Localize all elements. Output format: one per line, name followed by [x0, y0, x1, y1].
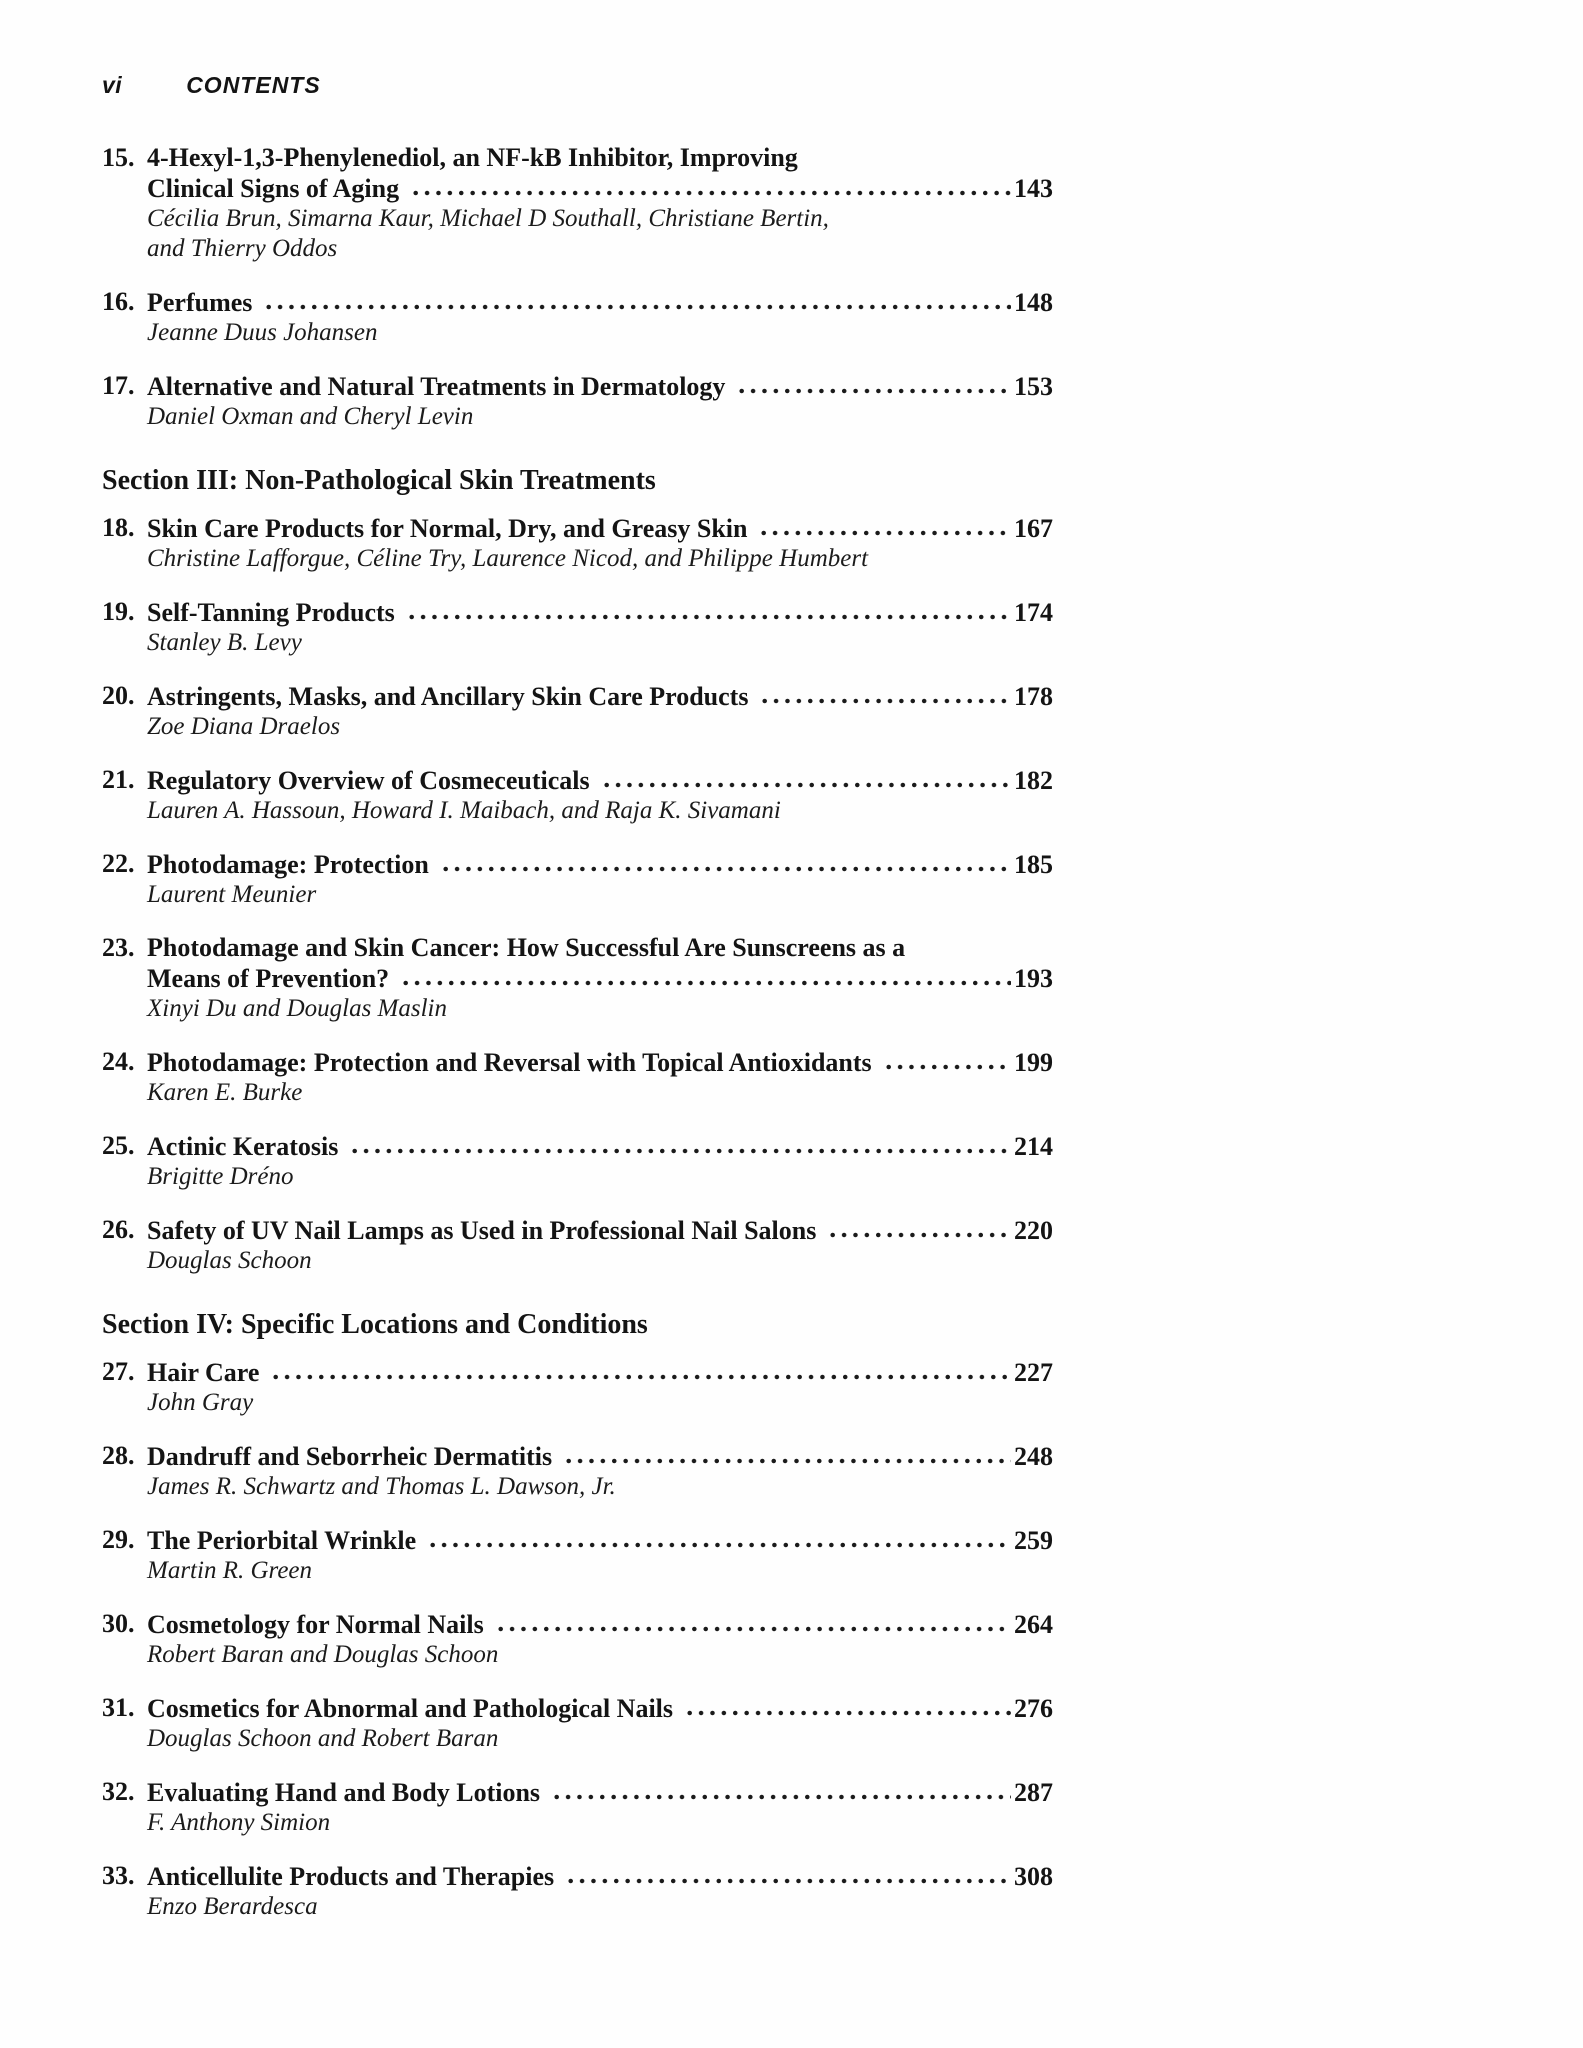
entry-number: 25. — [102, 1131, 135, 1160]
page-number: 143 — [1014, 174, 1053, 203]
entry-title: Self-Tanning Products — [147, 598, 395, 627]
entry-authors: Douglas Schoon and Robert Baran — [147, 1725, 499, 1752]
dot-leader — [599, 765, 1011, 789]
entry-title-row — [147, 1131, 1053, 1162]
dot-leader — [268, 1357, 1011, 1381]
entry-title-row — [147, 1215, 1053, 1246]
entry-title: Hair Care — [147, 1358, 260, 1387]
page-number: 220 — [1014, 1216, 1053, 1245]
entry-authors: Christine Lafforgue, Céline Try, Laurence Nicod, and Philippe Humbert — [147, 545, 869, 572]
page-number: 153 — [1014, 372, 1053, 401]
entry-number: 22. — [102, 849, 135, 878]
dot-leader — [825, 1215, 1011, 1239]
entry-title: Clinical Signs of Aging — [147, 174, 400, 203]
page-number: 193 — [1014, 964, 1053, 993]
page-number: 148 — [1014, 288, 1053, 317]
entry-body — [147, 287, 1053, 348]
entry-title-row — [147, 1693, 1053, 1724]
toc-entry — [102, 371, 1053, 432]
dot-leader — [261, 287, 1011, 311]
entry-title: Cosmetology for Normal Nails — [147, 1610, 484, 1639]
entry-body — [147, 681, 1053, 742]
entry-number: 27. — [102, 1357, 135, 1386]
dot-leader — [561, 1441, 1011, 1465]
entry-authors: Stanley B. Levy — [147, 629, 302, 656]
entry-authors: Lauren A. Hassoun, Howard I. Maibach, and Raja K. Sivamani — [147, 797, 781, 824]
entry-authors: Cécilia Brun, Simarna Kaur, Michael D Southall, Christiane Bertin, — [147, 205, 829, 232]
entry-number: 31. — [102, 1693, 135, 1722]
toc-entry — [102, 1131, 1053, 1192]
entry-number: 19. — [102, 597, 135, 626]
entry-authors: F. Anthony Simion — [147, 1809, 331, 1836]
entry-body — [147, 1441, 1053, 1502]
entry-title: Perfumes — [147, 288, 253, 317]
toc-entry — [102, 1861, 1053, 1922]
toc-entry — [102, 933, 1053, 1024]
entry-body — [147, 1357, 1053, 1418]
dot-leader — [408, 173, 1011, 197]
entry-authors: Karen E. Burke — [147, 1079, 303, 1106]
entry-title-line: Photodamage and Skin Cancer: How Successful Are Sunscreens as a — [147, 933, 906, 962]
entry-authors: Jeanne Duus Johansen — [147, 319, 378, 346]
dot-leader — [734, 371, 1011, 395]
entry-body — [147, 1777, 1053, 1838]
entry-title: Actinic Keratosis — [147, 1132, 339, 1161]
toc-entry — [102, 1441, 1053, 1502]
dot-leader — [493, 1609, 1011, 1633]
toc-entry — [102, 287, 1053, 348]
entry-title-row — [147, 371, 1053, 402]
toc-entry — [102, 849, 1053, 910]
entry-number: 32. — [102, 1777, 135, 1806]
entry-title-row — [147, 287, 1053, 318]
entry-body — [147, 765, 1053, 826]
page-number: 308 — [1014, 1862, 1053, 1891]
entry-title-row — [147, 1609, 1053, 1640]
entry-authors: Xinyi Du and Douglas Maslin — [147, 995, 447, 1022]
entry-authors: John Gray — [147, 1389, 254, 1416]
entry-number: 20. — [102, 681, 135, 710]
toc-entry — [102, 513, 1053, 574]
page-number: 248 — [1014, 1442, 1053, 1471]
entry-number: 30. — [102, 1609, 135, 1638]
toc-entry — [102, 1525, 1053, 1586]
dot-leader — [425, 1525, 1011, 1549]
entry-title-row — [147, 1861, 1053, 1892]
entry-title-row — [147, 849, 1053, 880]
entry-number: 18. — [102, 513, 135, 542]
entry-number: 24. — [102, 1047, 135, 1076]
entry-authors: Zoe Diana Draelos — [147, 713, 341, 740]
entry-title: Means of Prevention? — [147, 964, 390, 993]
dot-leader — [347, 1131, 1011, 1155]
dot-leader — [404, 597, 1011, 621]
page-number: 259 — [1014, 1526, 1053, 1555]
entry-title-line: 4-Hexyl-1,3-Phenylenediol, an NF-kB Inhibitor, Improving — [147, 143, 798, 172]
entry-title-row — [147, 1777, 1053, 1808]
entry-title: Dandruff and Seborrheic Dermatitis — [147, 1442, 553, 1471]
entry-title-row — [147, 1441, 1053, 1472]
entry-authors: Martin R. Green — [147, 1557, 313, 1584]
page-number: 214 — [1014, 1132, 1053, 1161]
dot-leader — [881, 1047, 1011, 1071]
entry-title: Regulatory Overview of Cosmeceuticals — [147, 766, 590, 795]
toc-entry — [102, 1777, 1053, 1838]
dot-leader — [438, 849, 1011, 873]
dot-leader — [549, 1777, 1011, 1801]
entry-body — [147, 1861, 1053, 1922]
entry-title: Skin Care Products for Normal, Dry, and Greasy Skin — [147, 514, 748, 543]
entry-authors: Brigitte Dréno — [147, 1163, 294, 1190]
entry-authors: Robert Baran and Douglas Schoon — [147, 1641, 499, 1668]
entry-title: Evaluating Hand and Body Lotions — [147, 1778, 541, 1807]
folio-page-number: vi — [102, 72, 123, 98]
entry-body — [147, 597, 1053, 658]
toc-entry — [102, 143, 1053, 264]
entry-title-row — [147, 597, 1053, 628]
entry-title-row — [147, 1357, 1053, 1388]
page-number: 182 — [1014, 766, 1053, 795]
entry-authors: James R. Schwartz and Thomas L. Dawson, Jr. — [147, 1473, 616, 1500]
entry-authors: Douglas Schoon — [147, 1247, 312, 1274]
toc-entry — [102, 1215, 1053, 1276]
entry-authors: Enzo Berardesca — [147, 1893, 318, 1920]
toc-entry — [102, 1609, 1053, 1670]
entry-title-row — [147, 681, 1053, 712]
dot-leader — [398, 963, 1011, 987]
page-number: 199 — [1014, 1048, 1053, 1077]
entry-title: Photodamage: Protection and Reversal with Topical Antioxidants — [147, 1048, 872, 1077]
entry-title-row — [147, 1047, 1053, 1078]
entry-title: The Periorbital Wrinkle — [147, 1526, 417, 1555]
entry-number: 29. — [102, 1525, 135, 1554]
entry-title-row — [147, 765, 1053, 796]
entry-number: 33. — [102, 1861, 135, 1890]
toc-entry — [102, 1357, 1053, 1418]
entry-body — [147, 1131, 1053, 1192]
entry-title: Photodamage: Protection — [147, 850, 429, 879]
entry-title-row — [147, 963, 1053, 994]
entry-number: 16. — [102, 287, 135, 316]
toc-entry — [102, 1693, 1053, 1754]
entry-number: 26. — [102, 1215, 135, 1244]
entry-body — [147, 513, 1053, 574]
section-heading: Section IV: Specific Locations and Conditions — [102, 1309, 648, 1340]
entry-body — [147, 1047, 1053, 1108]
entry-body — [147, 1215, 1053, 1276]
entry-body — [147, 1609, 1053, 1670]
entry-number: 23. — [102, 933, 135, 962]
page-number: 287 — [1014, 1778, 1053, 1807]
page-number: 178 — [1014, 682, 1053, 711]
entry-body — [147, 143, 1053, 264]
entry-title: Cosmetics for Abnormal and Pathological Nails — [147, 1694, 674, 1723]
page-number: 264 — [1014, 1610, 1053, 1639]
dot-leader — [756, 513, 1011, 537]
entry-authors: and Thierry Oddos — [147, 235, 338, 262]
entry-number: 15. — [102, 143, 135, 172]
toc-entry — [102, 597, 1053, 658]
page-header — [102, 70, 1583, 100]
entry-title-row — [147, 1525, 1053, 1556]
running-head-title: CONTENTS — [186, 72, 321, 98]
dot-leader — [563, 1861, 1011, 1885]
entry-body — [147, 1525, 1053, 1586]
entry-body — [147, 371, 1053, 432]
entry-title: Alternative and Natural Treatments in Dermatology — [147, 372, 726, 401]
entry-title: Astringents, Masks, and Ancillary Skin Care Products — [147, 682, 749, 711]
page-number: 276 — [1014, 1694, 1053, 1723]
entry-authors: Laurent Meunier — [147, 881, 317, 908]
entry-body — [147, 1693, 1053, 1754]
entry-body — [147, 933, 1053, 1024]
dot-leader — [757, 681, 1011, 705]
dot-leader — [682, 1693, 1011, 1717]
entry-number: 17. — [102, 371, 135, 400]
entry-authors: Daniel Oxman and Cheryl Levin — [147, 403, 474, 430]
page-number: 167 — [1014, 514, 1053, 543]
toc-list — [102, 143, 1053, 1922]
page-number: 174 — [1014, 598, 1053, 627]
entry-number: 21. — [102, 765, 135, 794]
toc-entry — [102, 1047, 1053, 1108]
entry-title: Anticellulite Products and Therapies — [147, 1862, 555, 1891]
page-number: 227 — [1014, 1358, 1053, 1387]
section-heading: Section III: Non-Pathological Skin Treatments — [102, 465, 656, 496]
entry-title: Safety of UV Nail Lamps as Used in Professional Nail Salons — [147, 1216, 817, 1245]
entry-title-row — [147, 173, 1053, 204]
page-number: 185 — [1014, 850, 1053, 879]
toc-entry — [102, 681, 1053, 742]
entry-title-row — [147, 513, 1053, 544]
toc-entry — [102, 765, 1053, 826]
entry-number: 28. — [102, 1441, 135, 1470]
entry-body — [147, 849, 1053, 910]
